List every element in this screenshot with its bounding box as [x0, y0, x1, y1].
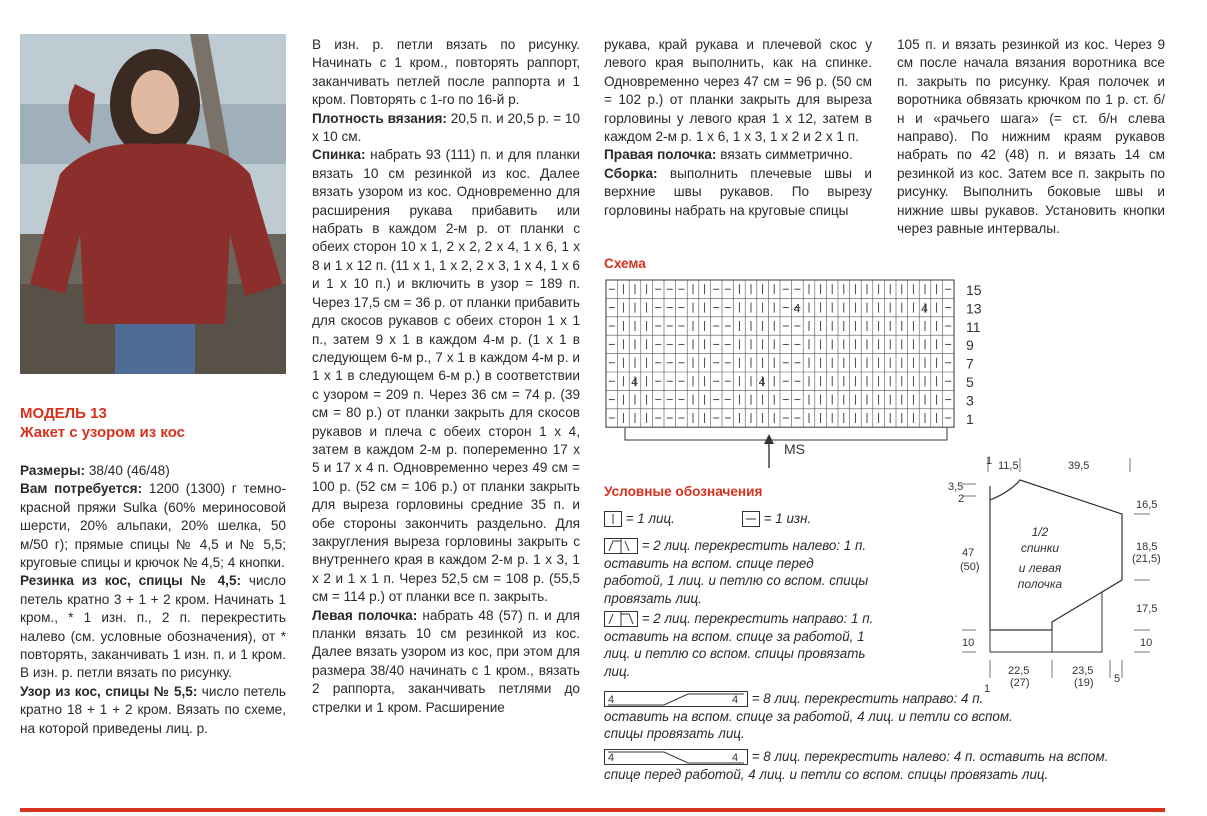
cross-left-8-count-end: 4 — [732, 752, 739, 765]
dim-bottom-right-alt: (19) — [1074, 677, 1094, 689]
pattern-schematic — [940, 452, 1170, 697]
rib-label: Резинка из кос, спицы № 4,5: — [20, 573, 242, 589]
assembly-paragraph — [604, 165, 872, 220]
dim-height-alt: (50) — [960, 561, 980, 573]
back-paragraph — [312, 146, 580, 606]
legend-purl-text: = 1 изн. — [763, 511, 812, 526]
col4-paragraph: 105 п. и вязать резинкой из кос. Через 9 см после начала вязания воротника все п. закрыть по рисунку. Края полочек и воротника обвязать крючком по 1 р. ст. б/н и «рачьего шага» (= ст. б/н слева направо). По нижним краям рукавов набрать по 42 (48) п. и вязать 14 см резинкой из кос. Затем все п. закрыть по рисунку. Выполнить боковые швы и нижние швы рукавов. Установить кнопки через равные интервалы. — [897, 37, 1165, 237]
legend-cross-right-2 — [604, 610, 874, 680]
density-text: 20,5 п. и 20,5 р. = 10 х 10 см. — [312, 110, 581, 145]
cable-text: число петель кратно 18 + 1 + 2 кром. Вязать по схеме, на которой приведены лиц. р. — [20, 683, 287, 736]
assembly-text: выполнить плечевые швы и верхние швы рукавов. По вырезу горловины набрать на круговые спицы — [604, 165, 872, 218]
cross-right-8-count: 4 — [608, 694, 615, 707]
chart-row-number: 1 — [966, 410, 974, 427]
knit-symbol-icon — [604, 511, 622, 527]
cable-label: Узор из кос, спицы № 5,5: — [20, 683, 198, 699]
model-photo-illustration — [20, 34, 286, 374]
dim-right-low: 17,5 — [1136, 603, 1158, 615]
legend-knit — [604, 510, 675, 528]
materials-paragraph — [20, 480, 286, 572]
legend-cross-left-2 — [604, 537, 874, 607]
cross-left-8-icon — [604, 749, 748, 765]
density-label: Плотность вязания: — [312, 110, 447, 126]
chart-repeat-bracket — [625, 428, 947, 440]
col3-paragraph: рукава, край рукава и плечевой скос у левого края выполнить, как на спинке. Одновременно через 47 см = 96 р. (50 см = 102 р.) от планки закрыть для выреза горловины у левого края 1 х 12, затем в каждом 2-м р. 1 х 6, 1 х 3, 1 х 2 и 2 х 1 п. — [604, 37, 872, 145]
dim-right-top: 16,5 — [1136, 499, 1158, 511]
legend-cross-left-2-text: = 2 лиц. перекрестить налево: 1 п. оставить на вспом. спице перед работой, 1 лиц. и петлю со вспом. спицы провязать лиц. — [604, 538, 869, 606]
chart-row-number: 9 — [966, 337, 974, 354]
legend-cross-left-8-text: = 8 лиц. перекрестить налево: 4 п. оставить на вспом. спице перед работой, 4 лиц. и петли со вспом. спицы провязать лиц. — [604, 749, 1109, 782]
sizes-label: Размеры: — [20, 463, 86, 478]
pattern-label-1: 1/2 — [1031, 525, 1049, 539]
legend-purl — [742, 510, 811, 528]
cable-paragraph — [20, 683, 286, 738]
dim-left-band: 10 — [962, 637, 975, 649]
materials-text: 1200 (1300) г темно-красной пряжи Sulka (60% мериносовой шерсти, 20% альпаки, 20% шелка, 50 м/50 г); прямые спицы № 4,5 и № 5,5; круговые спицы и крючок № 4,5; 4 кнопки. — [20, 481, 286, 571]
materials-label: Вам потребуется: — [20, 481, 143, 497]
right-front-text: вязать симметрично. — [716, 147, 853, 163]
dim-neck-b: 2 — [958, 493, 965, 505]
chart-row-number: 11 — [966, 318, 981, 335]
chart-cable-count: 4 — [921, 301, 928, 316]
pattern-label — [1018, 525, 1063, 591]
model-number: МОДЕЛЬ 13 — [20, 405, 107, 422]
chart-cable-count: 4 — [758, 375, 766, 389]
dim-right-mid: 18,5 — [1136, 541, 1158, 553]
ms-label: MS — [784, 441, 805, 457]
purl-symbol-icon — [742, 511, 760, 527]
dim-bottom-left: 22,5 — [1008, 665, 1030, 677]
cross-left-8-count: 4 — [608, 752, 615, 765]
dim-right-mid-alt: (21,5) — [1132, 553, 1161, 565]
scheme-title: Схема — [604, 256, 646, 271]
legend-cross-right-2-text: = 2 лиц. перекрестить направо: 1 п. оставить на вспом. спице за работой, 1 лиц. и петлю со вспом. спицы провязать лиц. — [604, 611, 874, 679]
model-photo — [20, 34, 286, 374]
legend-cross-left-8 — [604, 748, 1134, 783]
bottom-rule — [20, 808, 1165, 812]
dim-right-band: 10 — [1140, 637, 1153, 649]
dim-bottom-left-alt: (27) — [1010, 677, 1030, 689]
dim-bottom-end: 5 — [1114, 673, 1121, 685]
density-paragraph — [312, 110, 580, 147]
dim-one-top: 1 — [986, 455, 993, 467]
cross-right-8-icon — [604, 691, 748, 707]
cross-left-2-icon — [604, 538, 638, 554]
left-front-paragraph — [312, 607, 580, 717]
dim-top-right: 39,5 — [1068, 460, 1090, 472]
left-front-label: Левая полочка: — [312, 607, 418, 623]
pattern-label-4: полочка — [1017, 577, 1063, 591]
chart-grid — [606, 280, 954, 427]
chart-row-number: 15 — [966, 282, 982, 298]
dim-height: 47 — [962, 547, 975, 559]
chart-row-number: 5 — [966, 374, 974, 390]
model-name: Жакет с узором из кос — [20, 424, 185, 441]
chart-row-labels — [966, 282, 982, 427]
chart-row-number: 13 — [966, 300, 982, 317]
dim-neck-a: 3,5 — [948, 481, 964, 493]
right-front-label: Правая полочка: — [604, 147, 717, 163]
assembly-label: Сборка: — [604, 165, 658, 181]
rib-text: число петель кратно 3 + 1 + 2 кром. Начинать 1 кром., * 1 изн. п., 2 п. перекрестить налево (см. условные обозначения), от * повторять, заканчивать 1 изн. п. и 1 кром. В изн. р. петли вязать по рисунку. — [20, 573, 286, 681]
ms-arrow-icon — [764, 434, 774, 468]
knitting-chart — [600, 276, 993, 472]
dim-top-left: 11,5 — [998, 460, 1019, 472]
text-column-4 — [897, 36, 1165, 238]
back-text: набрать 93 (111) п. и для планки вязать 10 см резинкой из кос. Далее вязать узором из кос. Одновременно для расширения рукава прибавить или набрать в каждом 2-м р. от планки с обеих сторон 10 х 1, 2 х 2, 2 х 4, 1 х 6, 1 х 8 и 1 х 12 п. (11 х 1, 1 х 2, 2 х 3, 1 х 4, 1 х 6 и 1 х 10 п.) и включить в узор = 189 п. Через 17,5 см = 36 р. от планки прибавить для скосов рукавов с обеих сторон 1 х 1 п., затем 9 х 1 в каждом 4-м р. (1 х 1 в следующем 6-м р., 7 х 1 в каждом 4-м р. и 1 х 1 в следующем 6-м р.) в соответствии с узором = 209 п. Через 36 см = 74 р. (39 см = 80 р.) от планки закрыть для скосов рукавов и плеча с обеих сторон 1 х 4, затем в каждом 2-м р. попеременно 17 х 5 и 17 х 4 п. Одновременно через 49 см = 100 р. (52 см = 106 р.) от планки закрыть для выреза горловины средние 35 п. и обе стороны закончить раздельно. Для закругления выреза горловины закрыть с внутреннего края в каждом 2-м р. 1 х 3, 1 х 2 и 1 х 1 п. Через 52,5 см = 108 р. (55,5 см = 114 р.) от планки все п. закрыть. — [312, 147, 580, 605]
model-title — [20, 404, 185, 442]
text-column-1 — [20, 462, 286, 738]
legend-cross-right-8-text: = 8 лиц. перекрестить направо: 4 п. оставить на вспом. спице за работой, 4 лиц. и петли со вспом. спицы провязать лиц. — [604, 691, 1013, 741]
chart-row-number: 7 — [966, 355, 974, 372]
right-front-paragraph — [604, 146, 872, 164]
legend-title: Условные обозначения — [604, 484, 763, 499]
chart-cable-count: 4 — [793, 301, 801, 316]
cross-right-8-count-end: 4 — [732, 694, 739, 707]
rib-paragraph — [20, 572, 286, 682]
chart-cable-count: 4 — [631, 375, 638, 389]
intro-paragraph: В изн. р. петли вязать по рисунку. Начинать с 1 кром., повторять раппорт, заканчивать петлей после раппорта и 1 кром. Повторять с 1-го по 16-й р. — [312, 37, 580, 108]
pattern-label-3: и левая — [1018, 561, 1062, 575]
legend-knit-text: = 1 лиц. — [625, 511, 675, 526]
left-front-text: набрать 48 (57) п. и для планки вязать 10 см резинкой из кос. Далее вязать узором из кос, при этом для размера 38/40 начинать с 1 кром., вязать 2 раппорта, заканчивать петлями до стрелки и 1 кром. Расширение — [312, 607, 580, 715]
sizes-paragraph — [20, 462, 286, 480]
cross-right-2-icon — [604, 611, 638, 627]
legend-cross-right-8 — [604, 690, 1014, 743]
back-label: Спинка: — [312, 147, 366, 163]
text-column-3 — [604, 36, 872, 220]
chart-row-number: 3 — [966, 392, 974, 409]
sizes-value: 38/40 (46/48) — [85, 463, 170, 478]
dim-one-bottom: 1 — [984, 683, 991, 695]
pattern-label-2: спинки — [1020, 541, 1060, 555]
text-column-2 — [312, 36, 580, 717]
dim-bottom-right: 23,5 — [1072, 665, 1094, 677]
